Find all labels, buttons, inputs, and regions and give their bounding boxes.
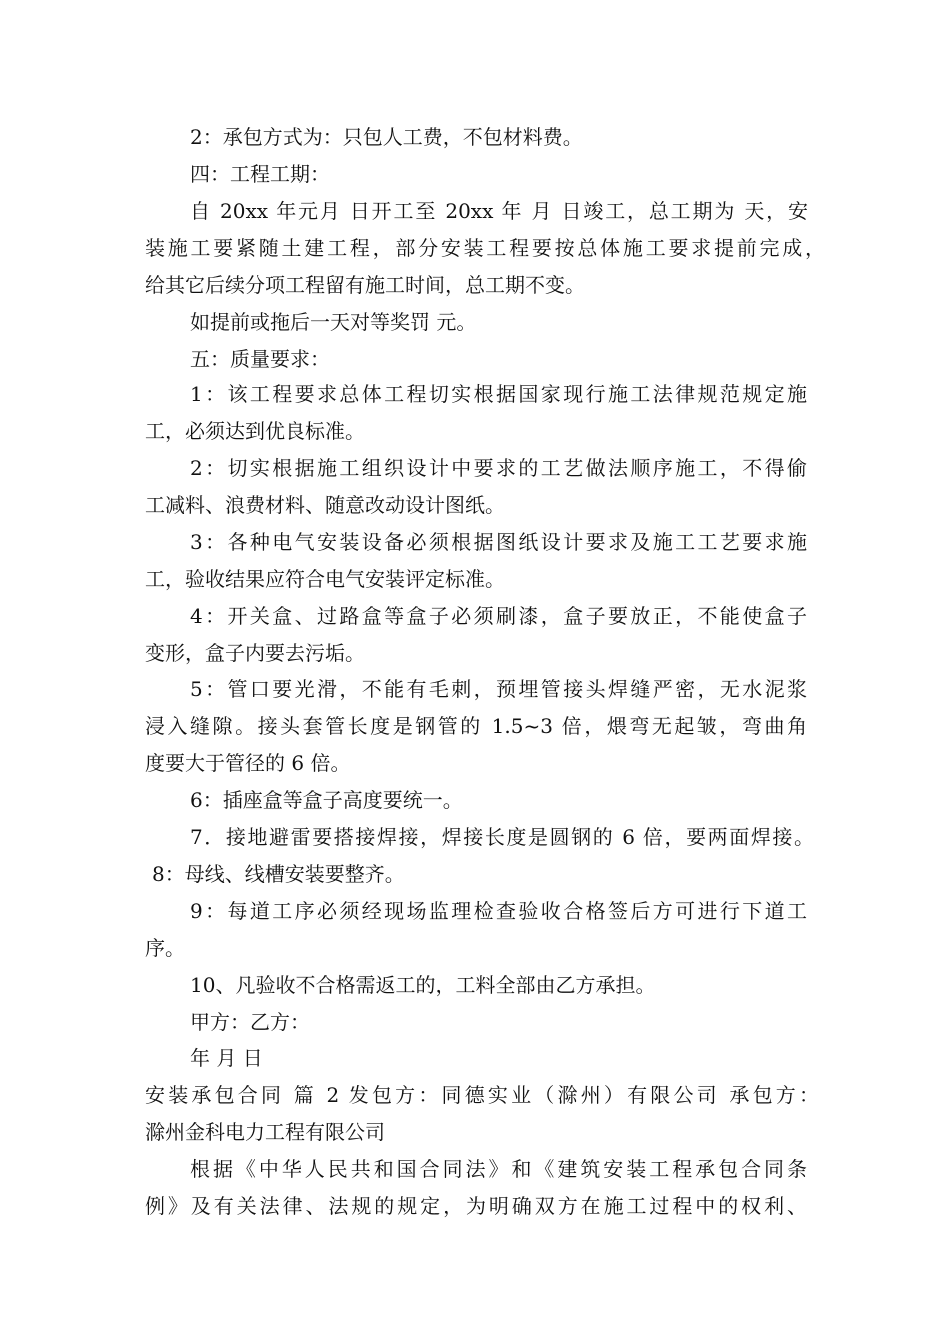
quality-item-line: 9：每道工序必须经现场监理检查验收合格签后方可进行下道工 [190,899,807,923]
quality-item-line: 序。 [145,936,185,960]
contractor-name-line: 滁州金科电力工程有限公司 [145,1120,385,1144]
quality-item-line: 变形，盒子内要去污垢。 [145,641,365,665]
quality-item-line: 5：管口要光滑，不能有毛刺，预埋管接头焊缝严密，无水泥浆 [190,677,807,701]
quality-item-line: 工减料、浪费材料、随意改动设计图纸。 [145,493,505,517]
quality-item-line: 10、凡验收不合格需返工的，工料全部由乙方承担。 [190,973,656,997]
quality-item-line: 1：该工程要求总体工程切实根据国家现行施工法律规范规定施 [190,382,807,406]
quality-item-line: 7．接地避雷要搭接焊接，焊接长度是圆钢的 6 倍，要两面焊接。 [190,825,814,849]
section-heading-quality: 五：质量要求： [190,347,330,371]
quality-item-line: 3：各种电气安装设备必须根据图纸设计要求及施工工艺要求施 [190,530,807,554]
quality-item-line: 2：切实根据施工组织设计中要求的工艺做法顺序施工，不得偷 [190,456,807,480]
contract-heading-line: 安装承包合同 篇 2 发包方：同德实业（滁州）有限公司 承包方： [145,1083,819,1107]
contract-method-line: 2：承包方式为：只包人工费，不包材料费。 [190,125,583,149]
quality-item-line: 4：开关盒、过路盒等盒子必须刷漆，盒子要放正，不能使盒子 [190,604,807,628]
legal-basis-line: 根据《中华人民共和国合同法》和《建筑安装工程承包合同条 [190,1157,807,1181]
penalty-line: 如提前或拖后一天对等奖罚 元。 [190,310,477,334]
schedule-paragraph-line: 装施工要紧随土建工程，部分安装工程要按总体施工要求提前完成， [145,236,825,260]
section-heading-schedule: 四：工程工期： [190,162,330,186]
quality-item-line: 6：插座盒等盒子高度要统一。 [190,788,463,812]
schedule-paragraph-line: 给其它后续分项工程留有施工时间，总工期不变。 [145,273,585,297]
legal-basis-line: 例》及有关法律、法规的规定，为明确双方在施工过程中的权利、 [145,1194,807,1218]
quality-item-line: 工，必须达到优良标准。 [145,419,365,443]
signature-date: 年 月 日 [190,1046,263,1070]
quality-item-line: 8：母线、线槽安装要整齐。 [152,862,405,886]
schedule-paragraph-line: 自 20xx 年元月 日开工至 20xx 年 月 日竣工，总工期为 天，安 [190,199,808,223]
quality-item-line: 浸入缝隙。接头套管长度是钢管的 1.5~3 倍，煨弯无起皱，弯曲角 [145,714,807,738]
quality-item-line: 度要大于管径的 6 倍。 [145,751,351,775]
signature-parties: 甲方：乙方： [190,1010,310,1034]
quality-item-line: 工，验收结果应符合电气安装评定标准。 [145,567,505,591]
